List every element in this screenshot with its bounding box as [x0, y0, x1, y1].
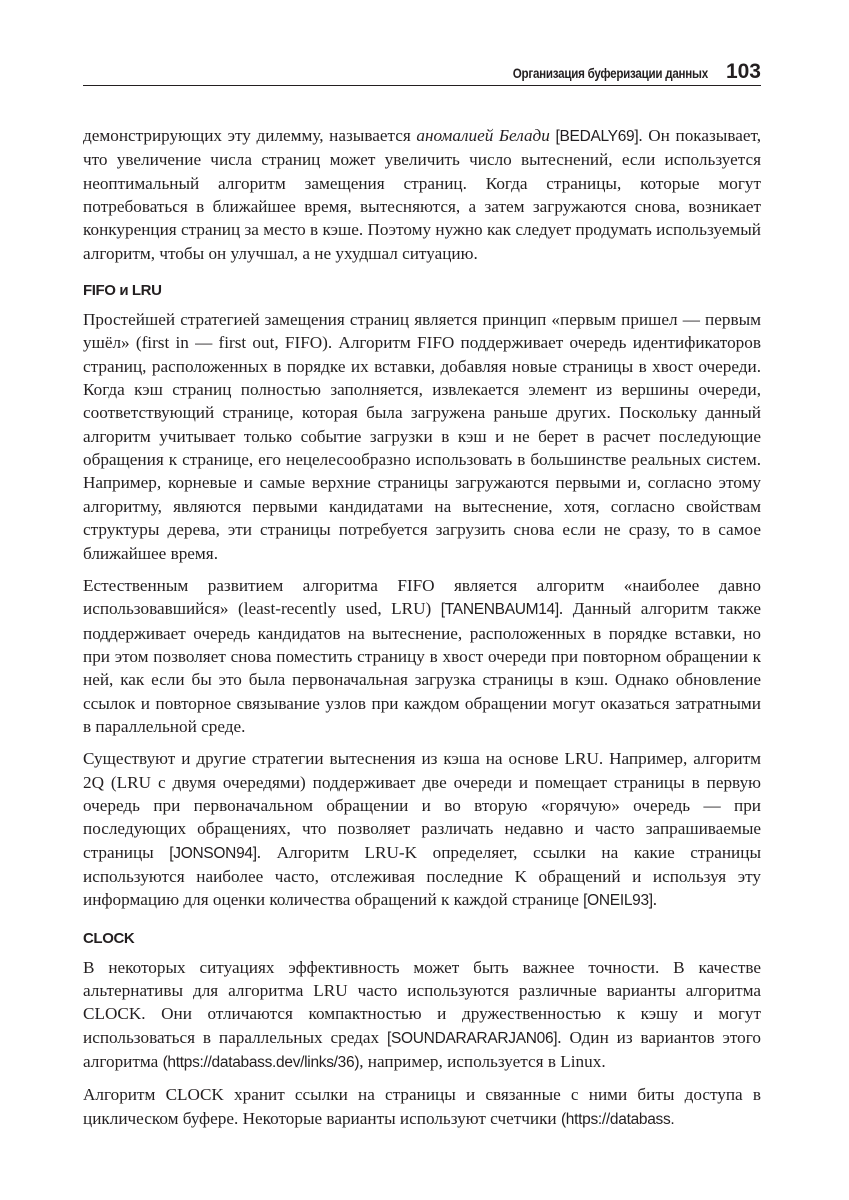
paragraph-2q-lruk: Существуют и другие стратегии вытеснения из кэша на основе LRU. Например, алгоритм 2Q (LRU с двумя очередями) поддерживает две очереди и помещает страницы в первую очередь при первоначальном обращении и во вторую «горячую» очередь — при последующих обращениях, что позволяет различать недавно и часто запрашиваемые страницы [JONSON94]. Алгоритм LRU-K определяет, ссылки на какие страницы используются наиболее часто, отслеживая последние K обращений и используя эту информацию для оценки количества обращений к каждой странице [ONEIL93]. [83, 749, 761, 910]
running-header [83, 58, 761, 86]
paragraph-belady: демонстрирующих эту дилемму, называется аномалией Белади [BEDALY69]. Он показывает, что увеличение числа страниц может увеличить число вытеснений, если используется неоптимальный алгоритм замещения страниц. Когда страницы, которые могут потребоваться в ближайшее время, вытесняются, а затем загружаются снова, возникает конкуренция страниц за место в кэше. Поэтому нужно как следует продумать используемый алгоритм, чтобы он улучшал, а не ухудшал ситуацию. [83, 126, 762, 263]
paragraph-clock-buffer: Алгоритм CLOCK хранит ссылки на страницы и связанные с ними биты доступа в циклическом буфере. Некоторые варианты используют счетчики (https://databass. [83, 1085, 761, 1128]
citation-bedaly69: [BEDALY69] [555, 128, 639, 145]
chapter-title: Организация буферизации данных [512, 66, 708, 81]
paragraph-lru: Естественным развитием алгоритма FIFO является алгоритм «наиболее давно использовавшийся» (least-recently used, LRU) [TANENBAUM14]. Данный алгоритм также поддерживает очередь кандидатов на вытеснение, расположенных в порядке вставки, но при этом позволяет снова поместить страницу в хвост очереди при повторном обращении к ней, как если бы это была первоначальная загрузка страницы в кэш. Однако обновление ссылок и повторное связывание узлов при каждом обращении могут оказаться затратными в параллельной среде. [83, 575, 761, 736]
paragraph-fifo: Простейшей стратегией замещения страниц является принцип «первым пришел — первым ушёл» (first in — first out, FIFO). Алгоритм FIFO поддерживает очередь идентификаторов страниц, расположенных в порядке их вставки, добавляя новые страницы в хвост очереди. Когда кэш страниц полностью заполняется, извлекается элемент из вершины очереди, соответствующий странице, которая была загружена раньше других. Поскольку данный алгоритм учитывает только событие загрузки в кэш и не берет в расчет последующие обращения к странице, его нецелесообразно использовать в большинстве реальных систем. Например, корневые и самые верхние страницы загружаются первыми и, согласно этому алгоритму, являются первыми кандидатами на вытеснение, хотя, согласно свойствам структуры дерева, эти страницы потребуется загрузить снова если не сразу, то в самое ближайшее время. [83, 310, 761, 563]
body-text [83, 124, 761, 1140]
link-databass-truncated[interactable]: (https://databass. [560, 1110, 675, 1128]
link-databass-36[interactable]: (https://databass.dev/links/36) [162, 1054, 360, 1072]
citation-oneil93: [ONEIL93] [583, 892, 653, 910]
book-page [83, 0, 761, 1200]
page-number: 103 [725, 60, 761, 83]
section-heading-clock: CLOCK [83, 929, 135, 947]
citation-jonson94: [JONSON94] [169, 844, 257, 862]
term-belady-anomaly: аномалией Белади [416, 126, 550, 145]
section-heading-fifo-lru: FIFO и LRU [83, 282, 162, 300]
paragraph-clock-intro: В некоторых ситуациях эффективность может быть важнее точности. В качестве альтернативы для алгоритма LRU часто используются различные варианты алгоритма CLOCK. Они отличаются компактностью и дружественностью к кэшу и могут использоваться в параллельных средах [SOUNDARARARJAN06]. Один из вариантов этого алгоритма (https://databass.dev/links/36), например, используется в Linux. [83, 957, 761, 1072]
citation-soundararajan06: [SOUNDARARARJAN06] [386, 1029, 558, 1047]
citation-tanenbaum14: [TANENBAUM14] [440, 601, 559, 619]
